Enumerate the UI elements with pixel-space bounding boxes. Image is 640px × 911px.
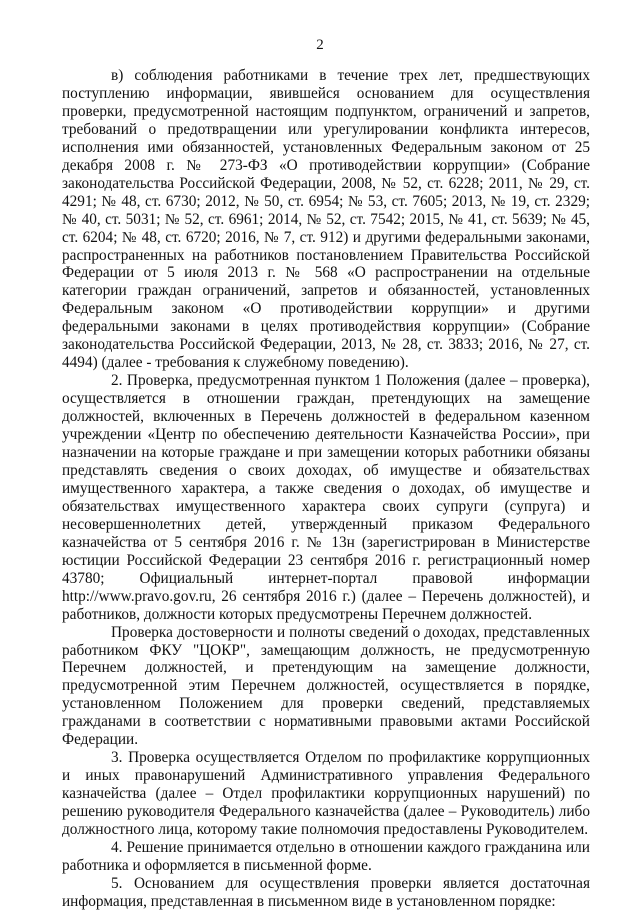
document-body bbox=[62, 67, 590, 911]
paragraph-item-5: 5. Основанием для осуществления проверки является достаточная информация, представленная в письменном виде в установленном порядке: bbox=[62, 874, 590, 910]
paragraph-subitem-v: в) соблюдения работниками в течение трех лет, предшествующих поступлению информации, явившейся основанием для осуществления проверки, предусмотренной настоящим подпунктом, ограничений и запретов, требований о предотвращении или урегулировании конфликта интересов, исполнения ими обязанностей, установленных Федеральным законом от 25 декабря 2008 г. № 273-ФЗ «О противодействии коррупции» (Собрание законодательства Российской Федерации, 2008, № 52, ст. 6228; 2011, № 29, ст. 4291; № 48, ст. 6730; 2012, № 50, ст. 6954; № 53, ст. 7605; 2013, № 19, ст. 2329; № 40, ст. 5031; № 52, ст. 6961; 2014, № 52, ст. 7542; 2015, № 41, ст. 5639; № 45, ст. 6204; № 48, ст. 6720; 2016, № 7, ст. 912) и другими федеральными законами, распространенных на работников постановлением Правительства Российской Федерации от 5 июля 2013 г. № 568 «О распространении на отдельные категории граждан ограничений, запретов и обязанностей, установленных Федеральным законом «О противодействии коррупции» и другими федеральными законами в целях противодействия коррупции» (Собрание законодательства Российской Федерации, 2013, № 28, ст. 3833; 2016, № 27, ст. 4494) (далее - требования к служебному поведению). bbox=[62, 67, 590, 372]
paragraph-item-3: 3. Проверка осуществляется Отделом по профилактике коррупционных и иных правонарушений Административного управления Федерального казначейства (далее – Отдел профилактики коррупционных нарушений) по решению руководителя Федерального казначейства (далее – Руководитель) либо должностного лица, которому такие полномочия предоставлены Руководителем. bbox=[62, 749, 590, 839]
paragraph-item-2: 2. Проверка, предусмотренная пунктом 1 Положения (далее – проверка), осуществляется в отношении граждан, претендующих на замещение должностей, включенных в Перечень должностей в федеральном казенном учреждении «Центр по обеспечению деятельности Казначейства России», при назначении на которые граждане и при замещении которых работники обязаны представлять сведения о своих доходах, об имуществе и обязательствах имущественного характера, а также сведения о доходах, об имуществе и обязательствах имущественного характера своих супруги (супруга) и несовершеннолетних детей, утвержденный приказом Федерального казначейства от 5 сентября 2016 г. № 13н (зарегистрирован в Министерстве юстиции Российской Федерации 23 сентября 2016 г. регистрационный номер 43780; Официальный интернет-портал правовой информации http://www.pravo.gov.ru, 26 сентября 2016 г.) (далее – Перечень должностей), и работников, должности которых предусмотрены Перечнем должностей. bbox=[62, 372, 590, 623]
paragraph-item-2-continued: Проверка достоверности и полноты сведений о доходах, представленных работником ФКУ "ЦОКР", замещающим должность, не предусмотренную Перечнем должностей, и претендующим на замещение должности, предусмотренной этим Перечнем должностей, осуществляется в порядке, установленном Положением для проверки сведений, представляемых гражданами в соответствии с нормативными правовыми актами Российской Федерации. bbox=[62, 623, 590, 749]
paragraph-item-4: 4. Решение принимается отдельно в отношении каждого гражданина или работника и оформляется в письменной форме. bbox=[62, 838, 590, 874]
page-number: 2 bbox=[316, 37, 324, 53]
